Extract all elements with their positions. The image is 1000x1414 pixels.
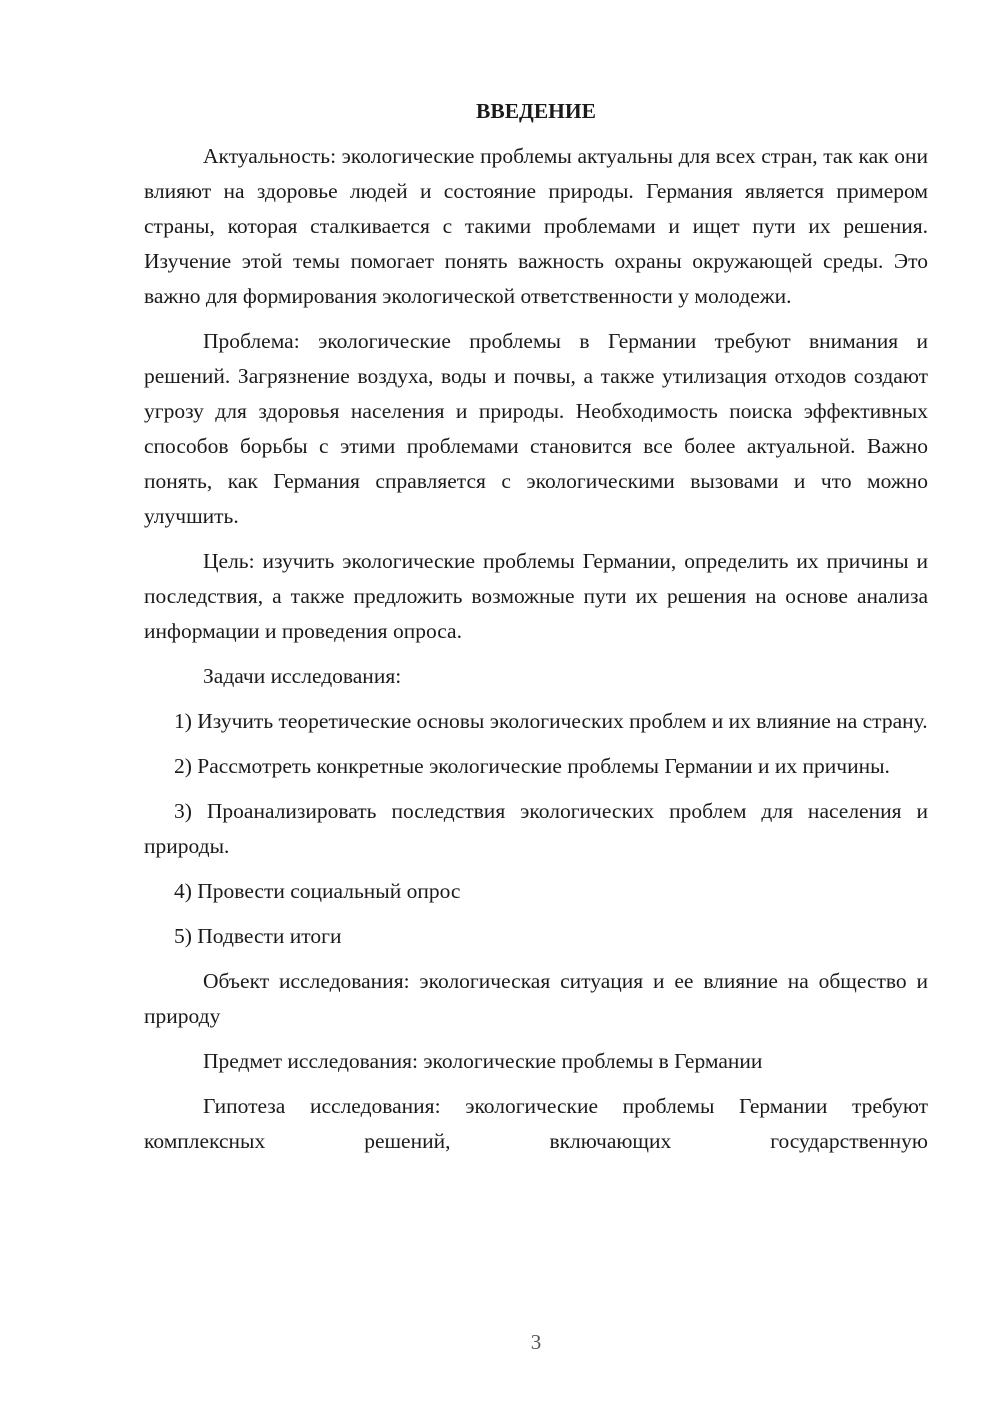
task-item-2: 2) Рассмотреть конкретные экологические проблемы Германии и их причины. xyxy=(174,754,890,778)
page-number: 3 xyxy=(530,1330,542,1354)
tasks-title: Задачи исследования: xyxy=(203,664,402,688)
paragraph-hypothesis: Гипотеза исследования: экологические проблемы Германии требуют комплексных решений, включающих государственную xyxy=(144,1094,928,1153)
paragraph-object: Объект исследования: экологическая ситуация и ее влияние на общество и природу xyxy=(144,969,928,1028)
task-item-4: 4) Провести социальный опрос xyxy=(174,879,461,903)
task-item-1: 1) Изучить теоретические основы экологических проблем и их влияние на страну. xyxy=(174,709,928,733)
paragraph-relevance: Актуальность: экологические проблемы актуальны для всех стран, так как они влияют на здоровье людей и состояние природы. Германия является примером страны, которая сталкивается с такими проблемами и ищет пути их решения. Изучение этой темы помогает понять важность охраны окружающей среды. Это важно для формирования экологической ответственности у молодежи. xyxy=(144,144,928,308)
task-item-5: 5) Подвести итоги xyxy=(174,924,342,948)
paragraph-subject: Предмет исследования: экологические проблемы в Германии xyxy=(203,1049,763,1073)
paragraph-goal: Цель: изучить экологические проблемы Германии, определить их причины и последствия, а также предложить возможные пути их решения на основе анализа информации и проведения опроса. xyxy=(144,549,928,643)
section-heading: ВВЕДЕНИЕ xyxy=(476,99,596,123)
paragraph-problem: Проблема: экологические проблемы в Германии требуют внимания и решений. Загрязнение воздуха, воды и почвы, а также утилизация отходов создают угрозу для здоровья населения и природы. Необходимость поиска эффективных способов борьбы с этими проблемами становится все более актуальной. Важно понять, как Германия справляется с экологическими вызовами и что можно улучшить. xyxy=(144,329,928,528)
task-item-3: 3) Проанализировать последствия экологических проблем для населения и природы. xyxy=(144,799,928,858)
document-page xyxy=(144,94,928,1169)
